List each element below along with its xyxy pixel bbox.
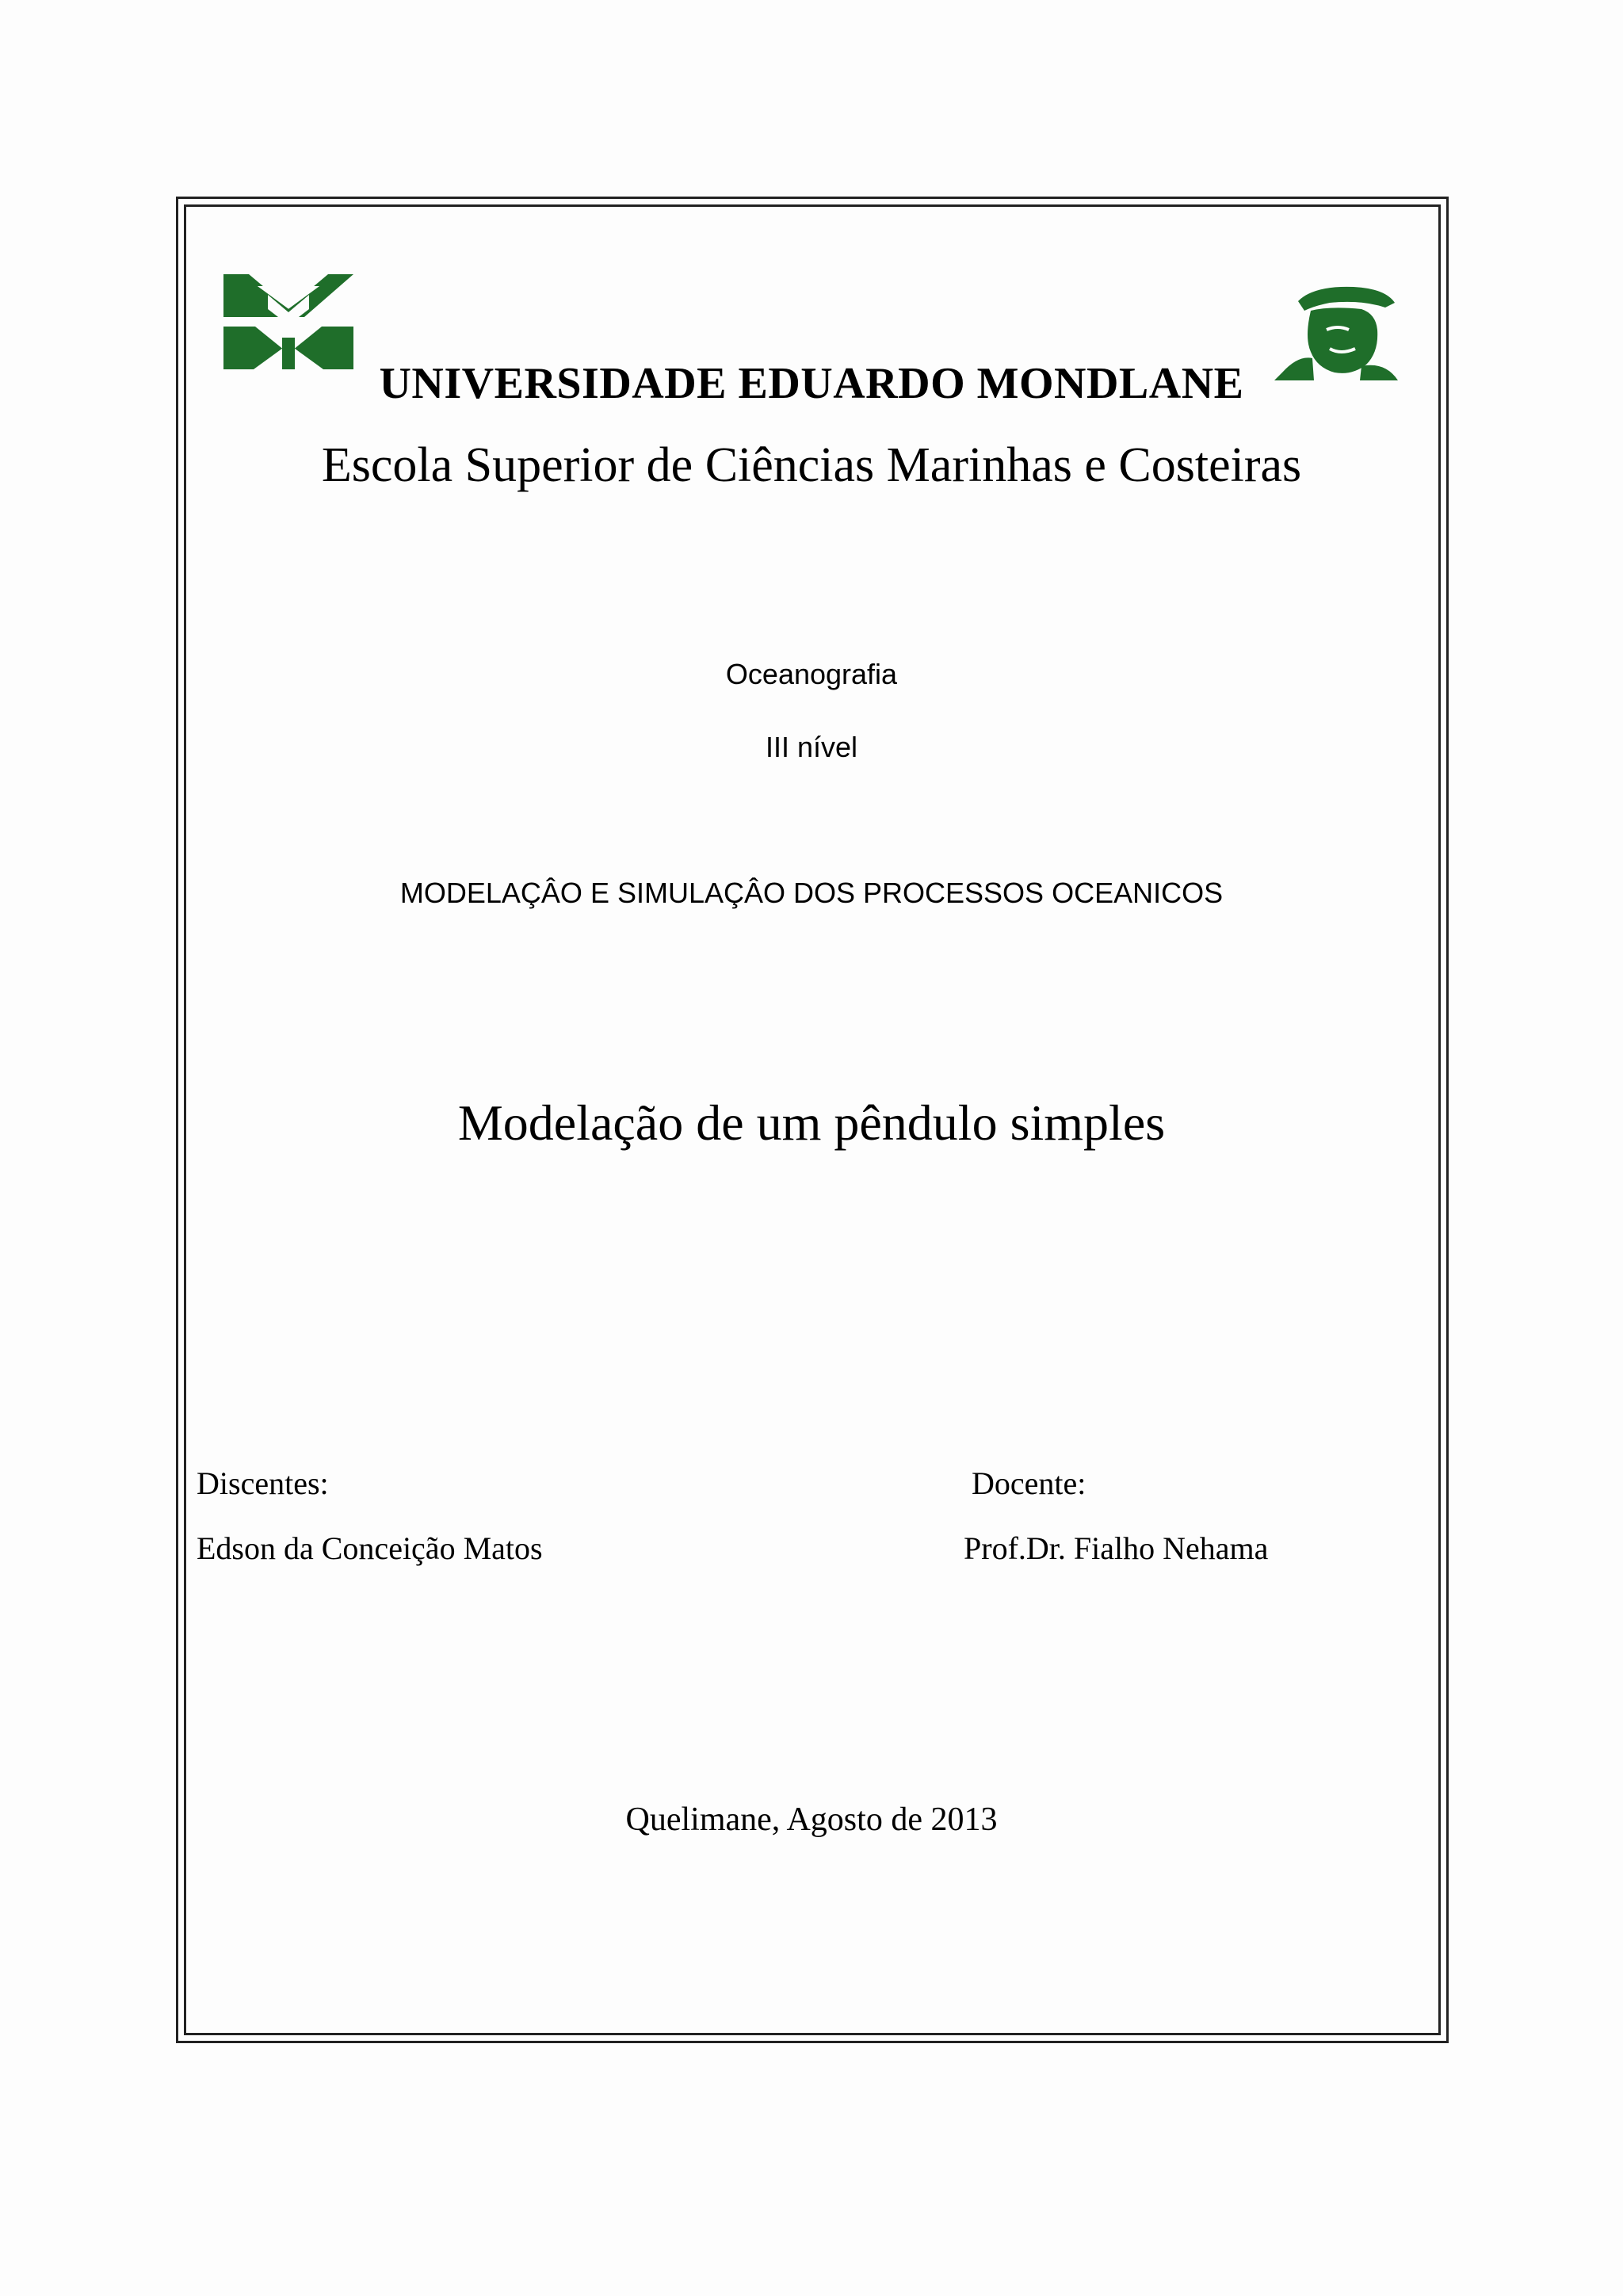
school-name: Escola Superior de Ciências Marinhas e Costeiras xyxy=(321,438,1302,492)
course-level: III nível xyxy=(765,731,858,763)
university-name: UNIVERSIDADE EDUARDO MONDLANE xyxy=(379,359,1244,408)
teacher-label: Docente: xyxy=(972,1465,1086,1501)
student-name: Edson da Conceição Matos xyxy=(197,1530,543,1566)
students-label: Discentes: xyxy=(197,1465,329,1501)
uem-logo-icon xyxy=(220,271,357,372)
course-name: Oceanografia xyxy=(725,658,898,690)
place-date: Quelimane, Agosto de 2013 xyxy=(625,1801,998,1838)
document-title: Modelação de um pêndulo simples xyxy=(457,1095,1166,1151)
teacher-name: Prof.Dr. Fialho Nehama xyxy=(964,1530,1269,1566)
discipline-name: MODELAÇÂO E SIMULAÇÂO DOS PROCESSOS OCEANICOS xyxy=(399,877,1224,909)
